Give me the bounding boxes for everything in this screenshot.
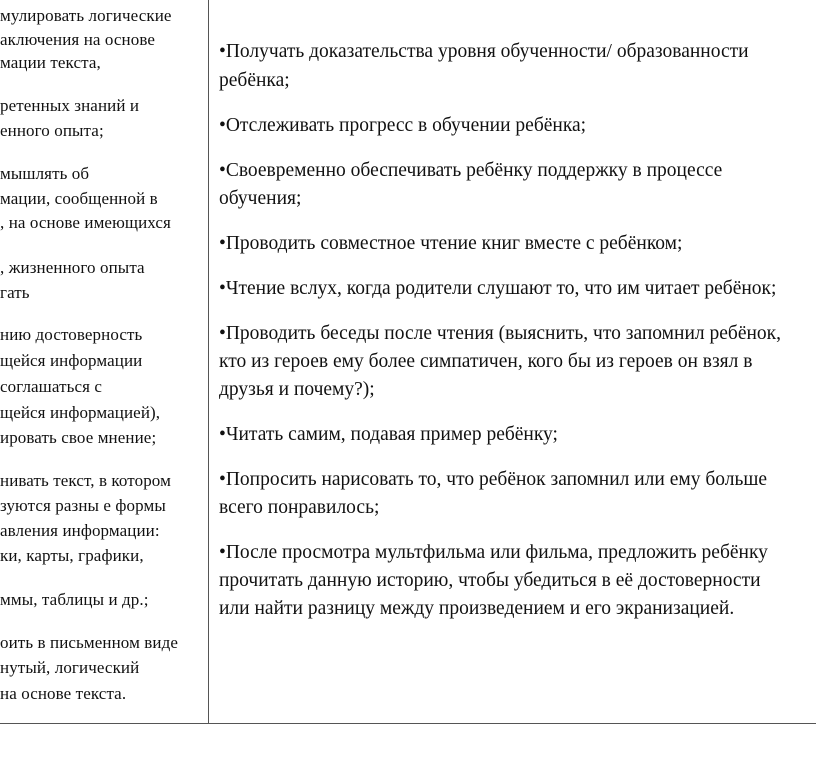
left-text-line: ретенных знаний и	[0, 96, 140, 115]
bullet-line: •Читать самим, подавая пример ребёнку;	[219, 424, 558, 445]
bullet-line: друзья и почему?);	[219, 379, 375, 400]
left-text-line: мышлять об	[0, 164, 90, 183]
left-text-line: ировать свое мнение;	[0, 428, 157, 447]
bullet-line: •Чтение вслух, когда родители слушают то, что им читает ребёнок;	[219, 278, 777, 299]
left-text-line: на основе текста.	[0, 684, 127, 703]
bullet-line: ребёнка;	[219, 70, 290, 91]
left-text-line: аключения на основе	[0, 30, 156, 49]
bullet-line: •Получать доказательства уровня обученности/ образованности	[219, 41, 749, 62]
left-text-line: енного опыта;	[0, 121, 104, 140]
bullet-line: •Проводить совместное чтение книг вместе с ребёнком;	[219, 233, 683, 254]
left-text-line: , жизненного опыта	[0, 258, 145, 277]
left-text-line: мации текста,	[0, 53, 101, 72]
column-divider	[208, 0, 209, 723]
bullet-line: •Своевременно обеспечивать ребёнку поддержку в процессе	[219, 160, 723, 181]
left-text-line: ммы, таблицы и др.;	[0, 590, 149, 609]
bullet-line: •Отслеживать прогресс в обучении ребёнка;	[219, 115, 587, 136]
left-text-line: нивать текст, в котором	[0, 471, 171, 490]
bullet-line: кто из героев ему более симпатичен, кого бы из героев он взял в	[219, 351, 753, 372]
bullet-line: прочитать данную историю, чтобы убедиться в её достоверности	[219, 570, 761, 591]
bullet-line: обучения;	[219, 188, 302, 209]
bullet-line: •Попросить нарисовать то, что ребёнок запомнил или ему больше	[219, 469, 768, 490]
left-text-line: нию достоверность	[0, 325, 143, 344]
left-text-line: оить в письменном виде	[0, 633, 179, 652]
left-text-line: зуются разны е формы	[0, 496, 166, 515]
bullet-line: •После просмотра мультфильма или фильма, предложить ребёнку	[219, 542, 768, 563]
left-text-line: мулировать логические	[0, 6, 172, 25]
left-text-line: мации, сообщенной в	[0, 189, 158, 208]
bullet-line: или найти разницу между произведением и его экранизацией.	[219, 598, 735, 619]
left-text-line: авления информации:	[0, 521, 160, 540]
bullet-line: всего понравилось;	[219, 497, 380, 518]
left-text-line: щейся информацией),	[0, 403, 161, 422]
left-text-line: соглашаться с	[0, 377, 103, 396]
left-text-line: , на основе имеющихся	[0, 213, 171, 232]
left-text-line: ки, карты, графики,	[0, 546, 144, 565]
left-text-line: нутый, логический	[0, 658, 140, 677]
left-text-line: гать	[0, 283, 30, 302]
bullet-line: •Проводить беседы после чтения (выяснить, что запомнил ребёнок,	[219, 323, 782, 344]
left-text-line: щейся информации	[0, 351, 143, 370]
